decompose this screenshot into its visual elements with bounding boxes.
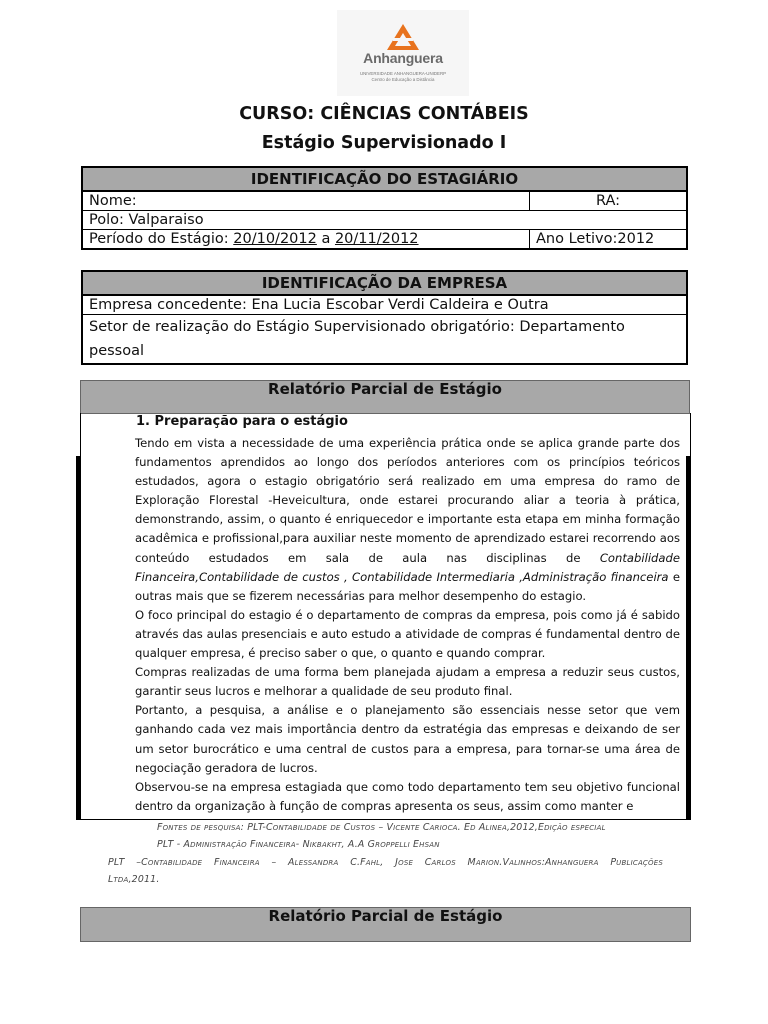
report-title-2: Relatório Parcial de Estágio <box>268 907 503 925</box>
course-title: CURSO: CIÊNCIAS CONTÁBEIS <box>239 104 529 124</box>
paragraph-1 <box>135 434 680 606</box>
paragraph-3: Compras realizadas de uma forma bem planejada ajudam a empresa a reduzir seus custos, garantir seus lucros e melhorar a qualidade de seu produto final. <box>135 665 680 699</box>
left-border-bar <box>76 456 80 820</box>
p1-text-a: Tendo em vista a necessidade de uma experiência prática onde se aplica grande parte dos fundamentos aprendidos ao longo dos períodos anteriores com os princípios teóricos estudados, agora o estagio obrigatório será realizado em uma empresa do ramo de Exploração Florestal -Heveicultura, onde estarei procurando aliar a teoria à prática, demonstrando, assim, o quanto é enriquecedor e importante esta etapa em minha formação acadêmica e profissional,para auxiliar neste momento de aprendizado estarei recorrendo aos conteúdo estudados em sala de aula nas disciplinas de <box>135 436 680 565</box>
report-header <box>80 380 690 414</box>
report-text <box>135 434 680 816</box>
name-field: Nome: <box>82 191 530 211</box>
logo-name: Anhanguera <box>363 50 443 66</box>
period-label: Período do Estágio: <box>89 231 234 247</box>
logo-subtitle <box>337 71 469 83</box>
paragraph-5: Observou-se na empresa estagiada que como todo departamento tem seu objetivo funcional dentro da organização à função de compras apresenta os seus, assim como manter e <box>135 779 680 813</box>
period-start: 20/10/2012 <box>233 231 317 247</box>
logo-sub-line2: Centro de Educação a Distância <box>371 77 435 82</box>
right-border-bar <box>686 456 690 820</box>
polo-field: Polo: Valparaiso <box>82 211 687 230</box>
footnote-3: PLT –Contabilidade Financeira – Alessandra C.Fahl, Jose Carlos Marion.Valinhos:Anhanguera Publicações <box>108 857 663 868</box>
sector-field <box>82 315 687 365</box>
company-identification-table <box>81 270 688 365</box>
university-logo <box>337 10 469 96</box>
sector-line2: pessoal <box>89 343 145 359</box>
p1-text-b: e outras mais que se fizerem necessárias para melhor desempenho do estagio. <box>135 569 680 603</box>
period-end: 20/11/2012 <box>334 231 419 247</box>
sector-line1: Setor de realização do Estágio Supervisionado obrigatório: Departamento <box>89 319 625 335</box>
grantor-field: Empresa concedente: Ena Lucia Escobar Verdi Caldeira e Outra <box>82 295 687 315</box>
ra-field: RA: <box>530 191 688 211</box>
report-title: Relatório Parcial de Estágio <box>268 380 502 398</box>
footnote-1: Fontes de pesquisa: PLT-Contabilidade de Custos – Vicente Carioca. Ed Alinea,2012,Edição especial <box>157 822 606 833</box>
footnote-2: PLT - Administração Financeira- Nikbakht, A.A Groppelli Ehsan <box>157 839 440 850</box>
p1-italic: Contabilidade Financeira,Contabilidade de custos , Contabilidade Intermediaria ,Administração financeira <box>135 550 680 584</box>
logo-sub-line1: UNIVERSIDADE ANHANGUERA-UNIDERP <box>359 71 447 76</box>
stage-title: Estágio Supervisionado I <box>261 133 507 153</box>
intern-identification-table <box>81 166 688 250</box>
intern-table-header: IDENTIFICAÇÃO DO ESTAGIÁRIO <box>82 167 687 191</box>
paragraph-4: Portanto, a pesquisa, a análise e o planejamento são essenciais nesse setor que vem ganhando cada vez mais importância dentro da estratégia das empresas e deixando de ser um setor burocrático e uma central de custos para a empresa, para tornar-se uma área de negociação geradora de lucros. <box>135 703 680 775</box>
paragraph-2: O foco principal do estagio é o departamento de compras da empresa, pois como já é sabido através das aulas presenciais e auto estudo a atividade de compras é fundamental dentro de qualquer empresa, é preciso saber o que, o quanto e quando comprar. <box>135 607 680 661</box>
report-header-2 <box>80 907 691 942</box>
company-table-header: IDENTIFICAÇÃO DA EMPRESA <box>82 271 687 295</box>
year-field: Ano Letivo:2012 <box>530 230 688 250</box>
period-field <box>82 230 530 250</box>
section-title: 1. Preparação para o estágio <box>136 414 348 429</box>
triangle-logo-icon <box>387 24 419 50</box>
footnote-3-cont: Ltda,2011. <box>108 874 160 885</box>
period-separator: a <box>316 231 335 247</box>
